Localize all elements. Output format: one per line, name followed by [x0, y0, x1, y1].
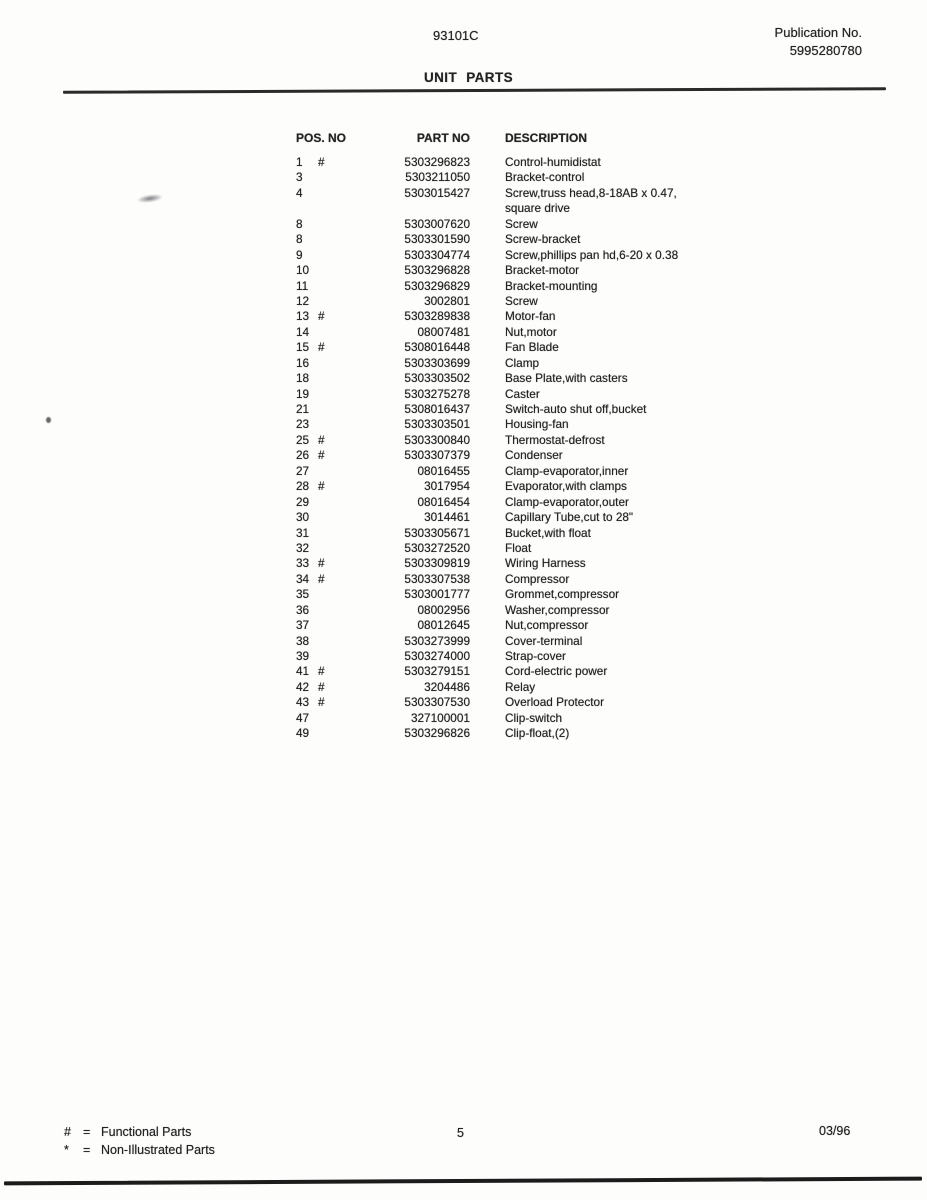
pos-cell	[296, 325, 396, 340]
pos-number: 16	[296, 355, 310, 370]
scan-dot-artifact	[46, 417, 51, 423]
hash-symbol: #	[64, 1125, 71, 1139]
pos-number: 23	[296, 417, 310, 432]
pos-cell	[296, 170, 396, 185]
table-row	[296, 649, 896, 664]
column-header-part-no: PART NO	[416, 131, 470, 145]
header-rule	[63, 87, 886, 94]
part-number-cell: 5303305671	[404, 525, 470, 540]
description-cell: Overload Protector	[505, 695, 605, 710]
part-number-cell: 08016454	[417, 494, 470, 509]
part-number-cell: 5303296823	[404, 155, 470, 169]
description-cell: Strap-cover	[505, 649, 566, 663]
functional-mark: #	[318, 664, 325, 679]
pos-number: 35	[296, 587, 310, 602]
legend-label: Functional Parts	[101, 1125, 192, 1139]
description-cell: Screw,truss head,8-18AB x 0.47,	[505, 185, 677, 200]
table-row	[296, 587, 896, 602]
description-cell: Screw	[505, 293, 538, 308]
description-cell: Evaporator,with clamps	[505, 479, 627, 494]
part-number-cell: 5303296828	[404, 263, 470, 278]
part-number-cell: 5303275278	[404, 386, 470, 401]
publication-number: 5995280780	[789, 43, 862, 58]
part-number-cell: 5303296829	[404, 278, 470, 293]
pos-number: 30	[296, 510, 310, 525]
table-row	[296, 603, 896, 618]
description-cell: Washer,compressor	[505, 602, 610, 617]
table-row	[296, 387, 896, 402]
part-number-cell: 5303001777	[404, 587, 470, 602]
part-number-cell: 5303007620	[404, 216, 470, 231]
table-row	[296, 495, 896, 510]
section-title: UNIT PARTS	[424, 70, 513, 85]
table-row	[296, 309, 896, 324]
pos-number: 15	[296, 340, 310, 355]
legend-label: Non-Illustrated Parts	[101, 1142, 215, 1157]
pos-number: 39	[296, 649, 310, 663]
scan-smudge-artifact	[138, 193, 163, 203]
pos-cell	[296, 618, 396, 633]
table-row	[296, 402, 896, 417]
description-cell: Clamp-evaporator,outer	[505, 494, 629, 509]
parts-table-body	[296, 155, 896, 742]
pos-number: 3	[296, 170, 303, 185]
asterisk-symbol: *	[64, 1142, 69, 1157]
pos-cell	[296, 526, 396, 541]
table-row	[296, 217, 896, 232]
pos-number: 8	[296, 232, 303, 247]
legend-non-illustrated-parts	[64, 1142, 215, 1160]
part-number-cell: 327100001	[410, 710, 470, 725]
pos-cell	[296, 263, 396, 278]
table-row	[296, 464, 896, 479]
revision-date: 03/96	[819, 1124, 851, 1138]
pos-cell	[296, 587, 396, 602]
table-row	[296, 170, 896, 185]
pos-cell	[296, 634, 396, 649]
description-cell: Housing-fan	[505, 417, 569, 432]
table-row	[296, 155, 896, 170]
pos-number: 18	[296, 371, 310, 386]
pos-cell	[296, 649, 396, 664]
description-cell: Condenser	[505, 448, 563, 463]
pos-number: 27	[296, 463, 310, 478]
part-number-cell: 3204486	[424, 679, 470, 694]
table-row	[296, 526, 896, 541]
part-number-cell: 5303274000	[404, 649, 470, 663]
part-number-cell: 5308016448	[404, 340, 470, 355]
description-cell: Bracket-control	[505, 170, 585, 185]
table-row	[296, 248, 896, 263]
table-row	[296, 572, 896, 587]
part-number-cell: 5303303501	[404, 417, 470, 432]
description-cell: Bracket-mounting	[505, 278, 598, 293]
pos-number: 21	[296, 402, 310, 416]
description-cell: Clamp	[505, 355, 540, 370]
part-number-cell: 08012645	[417, 618, 470, 633]
pos-number: 49	[296, 726, 310, 741]
part-number-cell: 5303307379	[404, 448, 470, 463]
part-number-cell	[396, 201, 470, 216]
description-cell: Screw,phillips pan hd,6-20 x 0.38	[505, 247, 679, 262]
pos-cell	[296, 309, 396, 324]
pos-number: 43	[296, 695, 310, 710]
functional-mark: #	[318, 571, 325, 586]
pos-number: 29	[296, 494, 310, 509]
pos-number: 10	[296, 263, 310, 278]
part-number-cell: 5303303699	[404, 355, 470, 370]
pos-cell	[296, 479, 396, 494]
description-cell: Cord-electric power	[505, 664, 608, 679]
pos-cell	[296, 387, 396, 402]
pos-number: 31	[296, 525, 310, 540]
pos-number: 12	[296, 293, 310, 308]
footer-legend	[64, 1124, 215, 1159]
pos-cell	[296, 371, 396, 386]
pos-number: 33	[296, 556, 310, 571]
description-cell: Motor-fan	[505, 309, 556, 324]
part-number-cell: 5303211050	[405, 170, 470, 185]
description-cell: Clip-float,(2)	[505, 726, 570, 741]
pos-number: 36	[296, 602, 310, 617]
part-number-cell: 5303301590	[404, 232, 470, 247]
pos-cell	[296, 340, 396, 355]
table-row	[296, 695, 896, 710]
description-cell: Grommet,compressor	[505, 587, 620, 602]
part-number-cell: 3002801	[424, 293, 470, 308]
pos-cell	[296, 201, 396, 216]
pos-number: 37	[296, 618, 310, 633]
pos-number: 26	[296, 448, 310, 463]
publication-label: Publication No.	[774, 25, 862, 40]
pos-number: 25	[296, 432, 310, 447]
part-number-cell: 5303273999	[404, 633, 470, 648]
part-number-cell: 5303304774	[404, 247, 470, 262]
functional-mark: #	[318, 556, 325, 571]
pos-number: 8	[296, 216, 303, 231]
description-cell: Compressor	[505, 571, 570, 586]
functional-mark: #	[318, 155, 325, 169]
pos-number: 14	[296, 324, 310, 339]
table-row	[296, 711, 896, 726]
description-cell: Bucket,with float	[505, 525, 591, 540]
table-header-row	[296, 131, 896, 145]
description-cell: Thermostat-defrost	[505, 432, 605, 447]
pos-number: 1	[296, 155, 303, 169]
functional-mark: #	[318, 479, 325, 494]
pos-number: 9	[296, 247, 303, 262]
part-number-cell: 5303309819	[404, 556, 470, 571]
pos-cell	[296, 603, 396, 618]
pos-cell	[296, 495, 396, 510]
part-number-cell: 5303307530	[404, 695, 470, 710]
pos-number: 4	[296, 185, 303, 200]
part-number-cell: 5303303502	[404, 371, 470, 386]
functional-mark: #	[318, 309, 325, 324]
pos-cell	[296, 664, 396, 679]
part-number-cell: 08016455	[417, 463, 470, 478]
description-cell: Screw-bracket	[505, 232, 581, 247]
functional-mark: #	[318, 432, 325, 447]
table-row	[296, 279, 896, 294]
part-number-cell: 5303272520	[404, 540, 470, 555]
pos-cell	[296, 464, 396, 479]
parts-table	[296, 131, 896, 742]
legend-functional-parts	[64, 1124, 215, 1142]
description-cell: Fan Blade	[505, 340, 559, 355]
table-row	[296, 263, 896, 278]
part-number-cell: 5303289838	[404, 309, 470, 324]
table-row	[296, 448, 896, 463]
description-cell: Cover-terminal	[505, 633, 583, 648]
description-cell: Nut,motor	[505, 324, 557, 339]
pos-number: 28	[296, 479, 310, 494]
functional-mark: #	[318, 679, 325, 694]
pos-cell	[296, 695, 396, 710]
description-cell: Float	[505, 540, 532, 555]
table-row	[296, 726, 896, 741]
table-row	[296, 634, 896, 649]
pos-number: 47	[296, 710, 310, 725]
functional-mark: #	[318, 340, 325, 355]
description-cell: Caster	[505, 386, 540, 401]
description-cell: Control-humidistat	[505, 155, 601, 169]
pos-cell	[296, 356, 396, 371]
pos-number: 41	[296, 664, 310, 679]
pos-cell	[296, 541, 396, 556]
description-cell: square drive	[505, 201, 570, 216]
pos-cell	[296, 294, 396, 309]
part-number-cell: 5303307538	[404, 571, 470, 586]
pos-number: 11	[296, 278, 309, 293]
table-row	[296, 556, 896, 571]
functional-mark: #	[318, 448, 325, 463]
description-cell: Relay	[505, 679, 536, 694]
footer-rule	[4, 1177, 922, 1185]
table-row	[296, 232, 896, 247]
description-cell: Screw	[505, 216, 538, 231]
table-row	[296, 479, 896, 494]
column-header-description: DESCRIPTION	[505, 131, 588, 145]
description-cell: Switch-auto shut off,bucket	[505, 402, 647, 416]
pos-number: 13	[296, 309, 310, 324]
part-number-cell: 5303296826	[404, 726, 470, 741]
part-number-cell: 3017954	[424, 479, 470, 494]
table-row	[296, 541, 896, 556]
part-number-cell: 5303279151	[404, 664, 470, 679]
pos-cell	[296, 726, 396, 741]
part-number-cell: 5303300840	[404, 432, 470, 447]
table-row	[296, 325, 896, 340]
description-cell: Capillary Tube,cut to 28"	[505, 510, 634, 525]
part-number-cell: 5308016437	[404, 402, 470, 416]
document-number: 93101C	[433, 28, 479, 43]
pos-cell	[296, 402, 396, 417]
pos-cell	[296, 448, 396, 463]
equals-sign: =	[83, 1142, 91, 1157]
table-row	[296, 433, 896, 448]
column-header-pos-no: POS. NO	[296, 131, 347, 145]
pos-number: 34	[296, 571, 310, 586]
part-number-cell: 5303015427	[404, 185, 470, 200]
pos-cell	[296, 232, 396, 247]
pos-cell	[296, 155, 396, 170]
pos-cell	[296, 279, 396, 294]
pos-cell	[296, 510, 396, 525]
table-row	[296, 356, 896, 371]
pos-cell	[296, 433, 396, 448]
description-cell: Base Plate,with casters	[505, 371, 628, 386]
pos-number: 42	[296, 679, 310, 694]
pos-cell	[296, 186, 396, 201]
part-number-cell: 08002956	[417, 602, 470, 617]
table-row	[296, 417, 896, 432]
description-cell: Clamp-evaporator,inner	[505, 463, 629, 478]
table-row	[296, 294, 896, 309]
pos-cell	[296, 556, 396, 571]
pos-cell	[296, 217, 396, 232]
pos-cell	[296, 417, 396, 432]
part-number-cell: 3014461	[424, 510, 470, 525]
table-row	[296, 340, 896, 355]
page-number: 5	[457, 1126, 464, 1140]
pos-cell	[296, 572, 396, 587]
description-cell: Clip-switch	[505, 710, 563, 725]
equals-sign: =	[83, 1125, 91, 1139]
pos-cell	[296, 248, 396, 263]
publication-block	[775, 24, 862, 60]
table-row	[296, 680, 896, 695]
table-row	[296, 510, 896, 525]
pos-number: 38	[296, 633, 310, 648]
description-cell: Nut,compressor	[505, 618, 589, 633]
pos-cell	[296, 711, 396, 726]
part-number-cell: 08007481	[417, 324, 470, 339]
table-row	[296, 186, 896, 201]
pos-cell	[296, 680, 396, 695]
functional-mark: #	[318, 695, 325, 710]
table-row	[296, 201, 896, 216]
description-cell: Bracket-motor	[505, 263, 580, 278]
table-row	[296, 664, 896, 679]
table-row	[296, 371, 896, 386]
table-row	[296, 618, 896, 633]
pos-number: 19	[296, 386, 310, 401]
pos-number: 32	[296, 540, 310, 555]
description-cell: Wiring Harness	[505, 556, 586, 571]
